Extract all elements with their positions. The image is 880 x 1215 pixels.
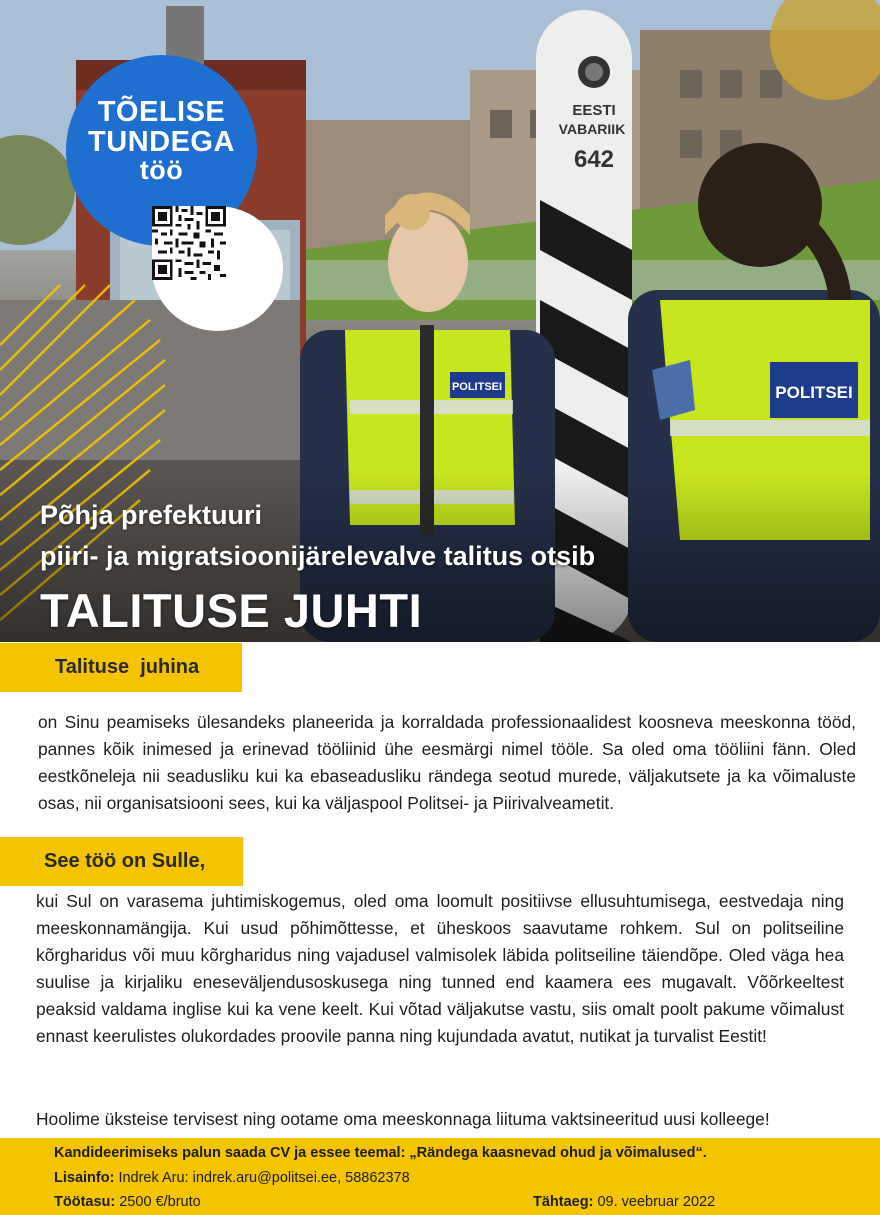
section-label-fit: [0, 837, 243, 886]
post-text-eesti: EESTI: [572, 102, 616, 119]
badge-line-1: TÕELISE: [97, 95, 226, 128]
vest-label-right: POLITSEI: [775, 383, 853, 402]
estonian-coat-of-arms-icon: [578, 56, 610, 88]
headline-line-2: piiri- ja migratsioonijärelevalve talitus otsib: [40, 541, 596, 571]
headline-title: TALITUSE JUHTI: [40, 584, 423, 637]
closing-note: Hoolime üksteise tervisest ning ootame oma meeskonnaga liituma vaktsineeritud uusi kolleege!: [36, 1109, 770, 1129]
post-number: 642: [573, 146, 615, 173]
qr-code-icon: [152, 206, 226, 280]
section-label-role: [0, 643, 242, 692]
post-text-vabariik: VABARIIK: [558, 121, 626, 137]
qr-code[interactable]: [152, 206, 283, 331]
salary-info: [54, 1194, 201, 1210]
badge-line-2: TUNDEGA: [88, 125, 235, 158]
salary-label: Töötasu:: [54, 1194, 116, 1210]
section-label-role-text: Talituse juhina: [55, 656, 200, 678]
headline-line-1: Põhja prefektuuri: [40, 500, 263, 530]
footer-info-bar: [0, 1138, 880, 1215]
salary-value: 2500 €/bruto: [115, 1194, 201, 1210]
requirements-description: kui Sul on varasema juhtimiskogemus, oled oma loomult positiivse ellusuhtumisega, eestvedaja ning meeskonnamängija. Kui usud põhimõttesse, et üheskoos saavutame rohkem. Sul on politseiline kõrgharidus või muu kõrgharidus ning vajadusel valmisolek läbida politseiline täiendõpe. Oled väga hea suulise ja kirjaliku eneseväljendusoskusega ning tunned end kaamera ees mugavalt. Võõrkeeltest peaksid valdama inglise kui ka vene keelt. Kui võtad väljakutse vastu, siis omalt poolt pakume võimalust ennast keerulistes olukordades proovile panna ning kujundada avatut, nutikat ja turvalist Eestit!: [36, 891, 844, 1046]
badge-line-3: töö: [139, 155, 184, 186]
contact-label: Lisainfo:: [54, 1170, 115, 1186]
contact-info: [54, 1170, 410, 1186]
application-instructions: Kandideerimiseks palun saada CV ja essee teemal: „Rändega kaasnevad ohud ja võimalused“.: [54, 1145, 707, 1161]
role-description: on Sinu peamiseks ülesandeks planeerida ja korraldada professionaalidest koosneva meeskonna tööd, pannes kõik inimesed ja erinevad tööliinid ühe eesmärgi nimel tööle. Sa oled oma tööliini fänn. Oled eestkõneleja nii seadusliku kui ka ebaseadusliku rändega seotud murede, väljakutsete ja ka võimaluste osas, nii organisatsiooni sees, kui ka väljaspool Politsei- ja Piirivalveametit.: [38, 712, 856, 813]
deadline-info: [533, 1194, 715, 1210]
deadline-label: Tähtaeg:: [533, 1194, 594, 1210]
contact-value[interactable]: Indrek Aru: indrek.aru@politsei.ee, 58862378: [114, 1170, 410, 1186]
deadline-value: 09. veebruar 2022: [593, 1194, 716, 1210]
section-label-fit-text: See töö on Sulle,: [44, 850, 206, 872]
vest-label-left: POLITSEI: [451, 381, 503, 393]
